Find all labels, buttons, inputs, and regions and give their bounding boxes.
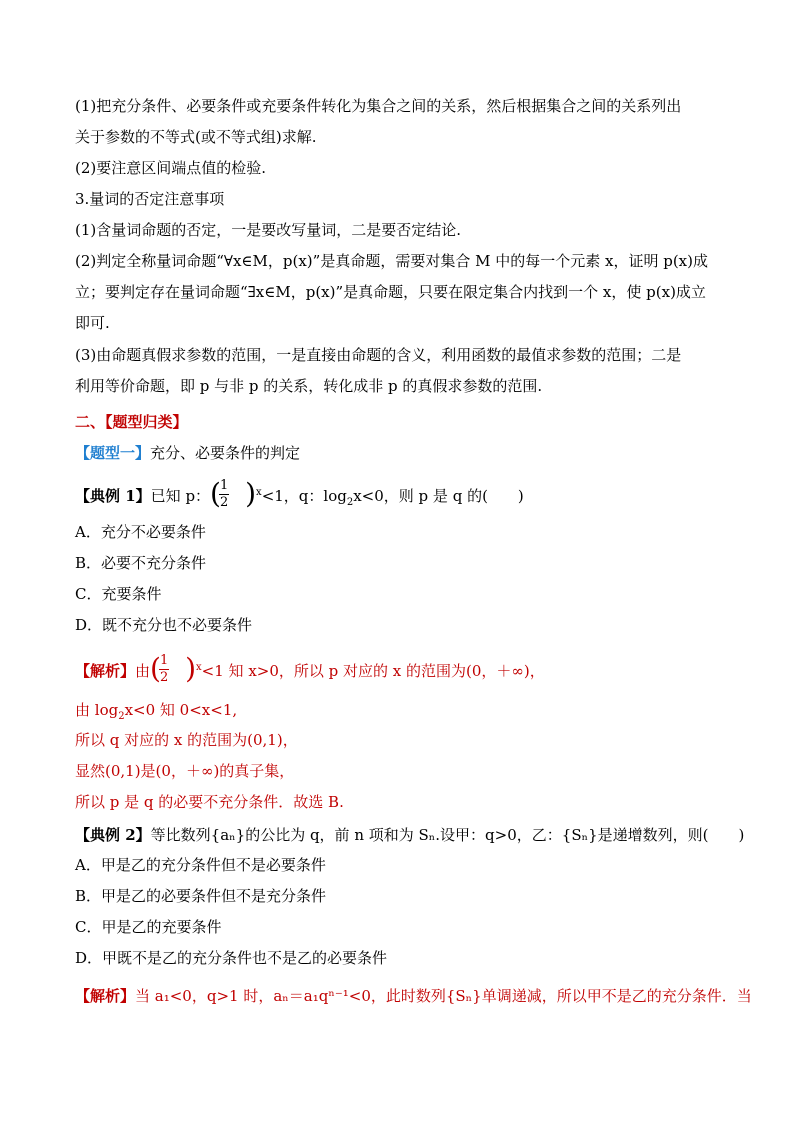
fraction-numerator: 1 <box>160 653 169 668</box>
example-1-tag: 【典例 1】 <box>75 487 151 505</box>
intro-line-5: (1)含量词命题的否定，一是要改写量词，二是要否定结论. <box>75 221 462 239</box>
solution-1-text: x<0 知 0<x<1, <box>124 701 238 719</box>
exponent: x <box>256 487 262 498</box>
intro-line-8: 即可. <box>75 314 110 332</box>
exponent: x <box>196 662 202 673</box>
solution-1-text: <1 知 x>0，所以 p 对应的 x 的范围为(0，＋∞)， <box>201 662 545 680</box>
example-1-option-c: C．充要条件 <box>75 585 162 603</box>
intro-line-2: 关于参数的不等式(或不等式组)求解. <box>75 128 317 146</box>
example-2-tag: 【典例 2】 <box>75 826 151 844</box>
intro-line-9: (3)由命题真假求参数的范围，一是直接由命题的含义，利用函数的最值求参数的范围；二是 <box>75 346 682 364</box>
solution-1-line-2 <box>75 700 237 727</box>
fraction-numerator: 1 <box>220 478 229 493</box>
fraction-denominator: 2 <box>160 670 169 685</box>
type1-tag: 【题型一】 <box>75 444 151 462</box>
log-base: 2 <box>118 711 125 722</box>
section-title: 二、【题型归类】 <box>75 413 188 431</box>
solution-1-tag: 【解析】 <box>75 662 136 680</box>
type1-title: 充分、必要条件的判定 <box>150 444 301 462</box>
example-2-option-b: B．甲是乙的必要条件但不是充分条件 <box>75 887 327 905</box>
fraction-one-half: ( 1 2 ) <box>210 477 257 510</box>
intro-line-7: 立；要判定存在量词命题“∃x∈M，p(x)”是真命题，只要在限定集合内找到一个 x，使 p(x)成立 <box>75 283 706 301</box>
example-1-option-b: B．必要不充分条件 <box>75 554 207 572</box>
example-2-option-c: C．甲是乙的充要条件 <box>75 918 222 936</box>
example-2-option-d: D．甲既不是乙的充分条件也不是乙的必要条件 <box>75 949 388 967</box>
solution-2-line-1 <box>75 986 752 1006</box>
solution-2-text: 当 a₁<0，q>1 时，aₙ＝a₁qⁿ⁻¹<0，此时数列{Sₙ}单调递减，所以甲不是乙的充分条件．当 <box>135 987 752 1005</box>
solution-1-line-1 <box>75 652 545 686</box>
fraction-one-half: ( 1 2 ) <box>150 652 197 685</box>
solution-1-text: 由 log <box>75 701 119 719</box>
intro-line-1: (1)把充分条件、必要条件或充要条件转化为集合之间的关系，然后根据集合之间的关系列出 <box>75 97 682 115</box>
intro-line-10: 利用等价命题，即 p 与非 p 的关系，转化成非 p 的真假求参数的范围. <box>75 377 543 395</box>
solution-1-line-4: 显然(0,1)是(0，＋∞)的真子集， <box>75 762 295 780</box>
example-1-stem-text: 已知 p： <box>150 487 211 505</box>
log-base: 2 <box>346 497 354 508</box>
example-1-stem-text: x<0，则 p 是 q 的( ) <box>353 487 524 505</box>
example-2-stem <box>75 825 744 845</box>
intro-line-3: (2)要注意区间端点值的检验. <box>75 159 267 177</box>
solution-1-line-5: 所以 p 是 q 的必要不充分条件．故选 B. <box>75 793 344 811</box>
example-2-stem-text: 等比数列{aₙ}的公比为 q，前 n 项和为 Sₙ.设甲：q>0，乙：{Sₙ}是递增数列，则( ) <box>150 826 745 844</box>
example-1-option-d: D．既不充分也不必要条件 <box>75 616 253 634</box>
example-1-stem <box>75 477 524 513</box>
type1-heading <box>75 443 300 463</box>
intro-line-6: (2)判定全称量词命题“∀x∈M，p(x)”是真命题，需要对集合 M 中的每一个元素 x，证明 p(x)成 <box>75 252 708 270</box>
example-1-stem-text: <1，q：log <box>261 487 347 505</box>
example-1-option-a: A．充分不必要条件 <box>75 523 206 541</box>
solution-1-text: 由 <box>135 662 151 680</box>
solution-2-tag: 【解析】 <box>75 987 136 1005</box>
solution-1-line-3: 所以 q 对应的 x 的范围为(0,1)， <box>75 731 298 749</box>
intro-line-4: 3.量词的否定注意事项 <box>75 190 225 208</box>
fraction-denominator: 2 <box>220 495 229 510</box>
example-2-option-a: A．甲是乙的充分条件但不是必要条件 <box>75 856 326 874</box>
